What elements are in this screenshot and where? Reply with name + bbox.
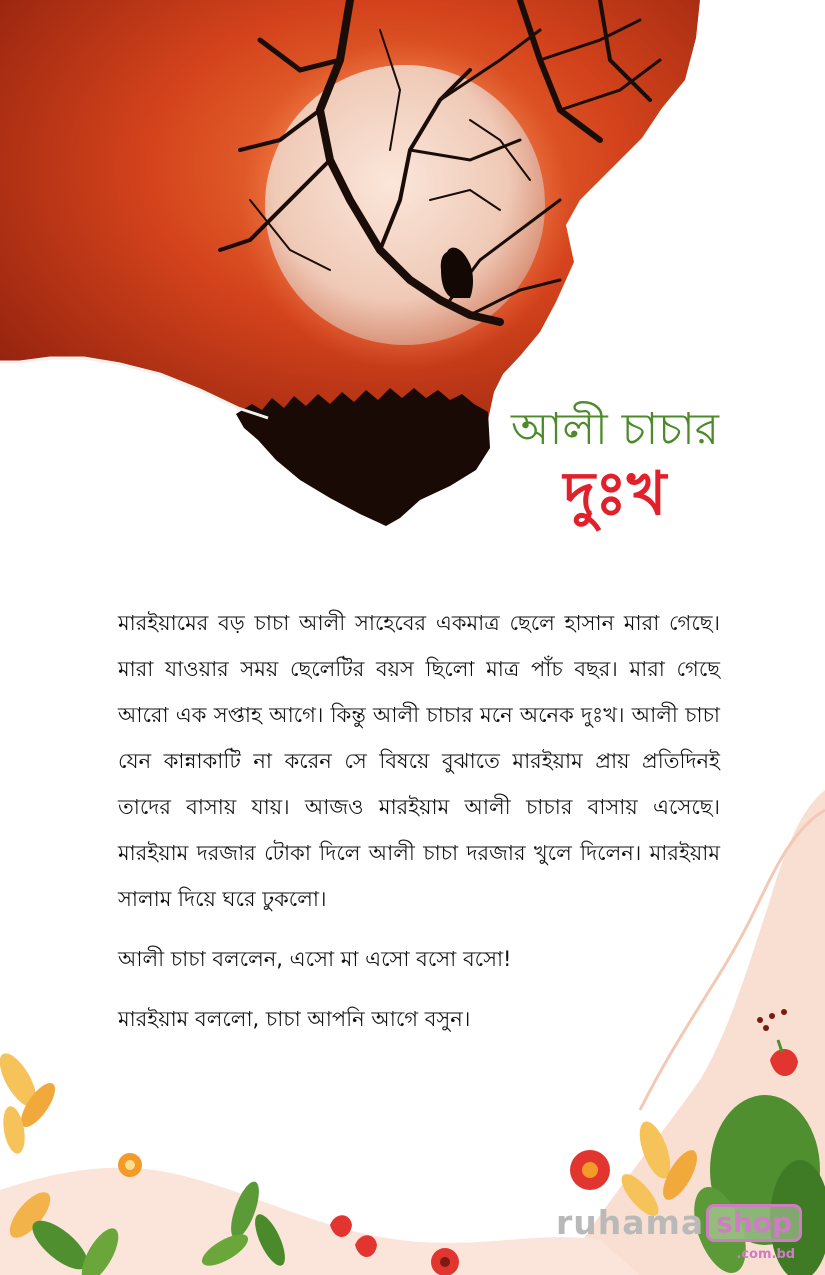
watermark-shop-badge xyxy=(706,1204,802,1262)
watermark-shop: shop xyxy=(716,1206,793,1239)
story-text xyxy=(118,600,720,1056)
story-title xyxy=(470,402,760,530)
story-paragraph-3: মারইয়াম বললো, চাচা আপনি আগে বসুন। xyxy=(118,1007,471,1031)
ruhama-shop-watermark xyxy=(556,1203,802,1262)
watermark-brand: ruhama xyxy=(556,1203,705,1242)
title-line-ali-chachar: আলী চাচার xyxy=(511,404,719,455)
watermark-domain: .com.bd xyxy=(736,1247,796,1262)
story-paragraph-1: মারইয়ামের বড় চাচা আলী সাহেবের একমাত্র ছেলে হাসান মারা গেছে। মারা যাওয়ার সময় ছেলেটির বয়স ছিলো মাত্র পাঁচ বছর। মারা গেছে আরো এক সপ্তাহ আগে। কিন্তু আলী চাচার মনে অনেক দুঃখ। আলী চাচা যেন কান্নাকাটি না করেন সে বিষয়ে বুঝাতে মারইয়াম প্রায় প্রতিদিনই তাদের বাসায় যায়। আজও মারইয়াম আলী চাচার বাসায় এসেছে। মারইয়াম দরজার টোকা দিলে আলী চাচা দরজার খুলে দিলেন। মারইয়াম সালাম দিয়ে ঘরে ঢুকলো। xyxy=(118,611,720,911)
story-paragraph-2: আলী চাচা বললেন, এসো মা এসো বসো বসো! xyxy=(118,947,512,971)
title-line-dukkho: দুঃখ xyxy=(563,459,667,529)
grass-silhouette xyxy=(236,388,490,526)
full-moon xyxy=(265,65,545,345)
